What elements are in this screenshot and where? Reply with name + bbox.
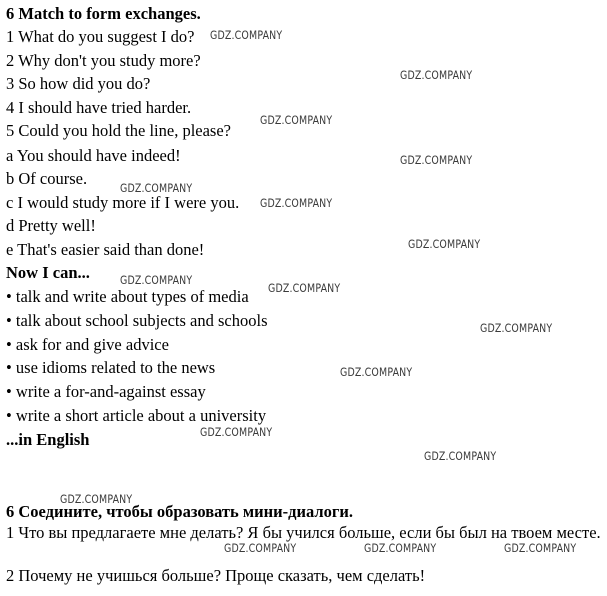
can-item: • talk and write about types of media bbox=[6, 287, 249, 306]
russian-heading: 6 Соедините, чтобы образовать мини-диалоги. bbox=[6, 502, 354, 521]
question-1: 1 What do you suggest I do? bbox=[6, 27, 195, 46]
watermark-text: GDZ.COMPANY bbox=[224, 541, 297, 555]
watermark-text: GDZ.COMPANY bbox=[340, 365, 413, 379]
can-item: • write a short article about a university bbox=[6, 406, 267, 425]
watermark-text: GDZ.COMPANY bbox=[120, 273, 193, 287]
now-i-can-heading: Now I can... bbox=[6, 263, 90, 282]
watermark-text: GDZ.COMPANY bbox=[60, 492, 133, 506]
watermark-text: GDZ.COMPANY bbox=[424, 449, 497, 463]
question-4: 4 I should have tried harder. bbox=[6, 98, 192, 117]
watermark-text: GDZ.COMPANY bbox=[120, 181, 193, 195]
answer-c: c I would study more if I were you. bbox=[6, 193, 240, 212]
exercise-heading: 6 Match to form exchanges. bbox=[6, 4, 201, 23]
watermark-text: GDZ.COMPANY bbox=[364, 541, 437, 555]
watermark-text: GDZ.COMPANY bbox=[210, 28, 283, 42]
watermark-text: GDZ.COMPANY bbox=[408, 237, 481, 251]
question-5: 5 Could you hold the line, please? bbox=[6, 121, 231, 140]
can-item: • talk about school subjects and schools bbox=[6, 311, 268, 330]
question-2: 2 Why don't you study more? bbox=[6, 51, 201, 70]
watermark-text: GDZ.COMPANY bbox=[260, 113, 333, 127]
answer-e: e That's easier said than done! bbox=[6, 240, 205, 259]
watermark-text: GDZ.COMPANY bbox=[480, 321, 553, 335]
answer-d: d Pretty well! bbox=[6, 216, 96, 235]
can-item: • use idioms related to the news bbox=[6, 358, 216, 377]
watermark-text: GDZ.COMPANY bbox=[200, 425, 273, 439]
question-3: 3 So how did you do? bbox=[6, 74, 151, 93]
watermark-text: GDZ.COMPANY bbox=[504, 541, 577, 555]
watermark-text: GDZ.COMPANY bbox=[400, 68, 473, 82]
can-item: • write a for-and-against essay bbox=[6, 382, 206, 401]
answer-a: a You should have indeed! bbox=[6, 146, 181, 165]
can-item: • ask for and give advice bbox=[6, 335, 169, 354]
in-english-footer: ...in English bbox=[6, 430, 90, 449]
watermark-text: GDZ.COMPANY bbox=[400, 153, 473, 167]
watermark-text: GDZ.COMPANY bbox=[268, 281, 341, 295]
answer-b: b Of course. bbox=[6, 169, 88, 188]
watermark-text: GDZ.COMPANY bbox=[260, 196, 333, 210]
russian-line-1: 1 Что вы предлагаете мне делать? Я бы учился больше, если бы был на твоем месте. bbox=[6, 523, 601, 542]
russian-line-2: 2 Почему не учишься больше? Проще сказать, чем сделать! bbox=[6, 566, 426, 585]
